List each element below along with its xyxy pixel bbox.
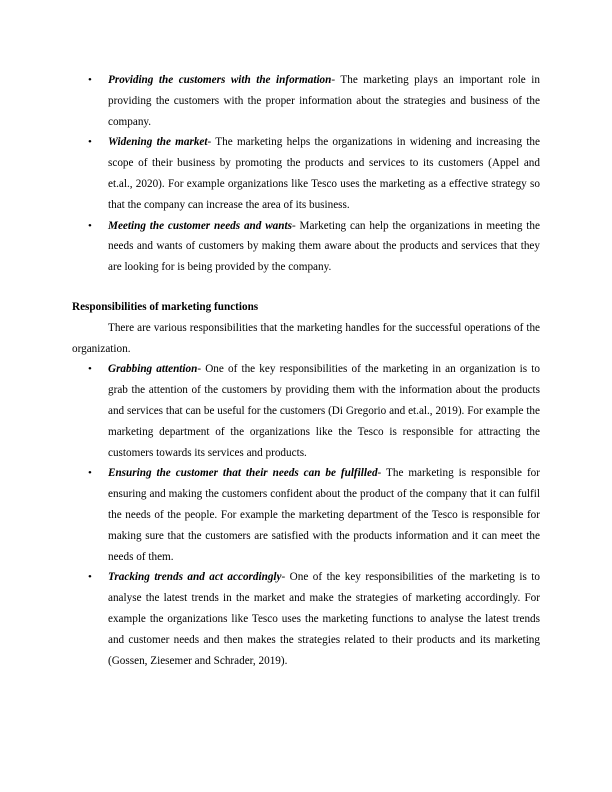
- bullet-icon: •: [88, 74, 92, 86]
- section-intro: There are various responsibilities that the marketing handles for the successful operations of the organization.: [72, 321, 540, 355]
- section-heading: Responsibilities of marketing functions: [72, 300, 259, 313]
- list-item-term: Grabbing attention: [108, 363, 198, 376]
- bullet-list-marketing-roles: [72, 70, 540, 278]
- page-content: [72, 70, 540, 671]
- bullet-icon: •: [88, 363, 92, 376]
- list-item-term: Providing the customers with the information: [108, 74, 332, 86]
- bullet-icon: •: [88, 467, 92, 480]
- list-item-text: - One of the key responsibilities of the marketing in an organization is to grab the attention of the customers by providing them with the information about the products and services that can be useful for the customers (Di Gregorio and et.al., 2019). For example the marketing department of the organizations like the Tesco is responsible for attracting the customers towards its services and products.: [108, 363, 541, 459]
- list-item-term: Widening the market: [108, 136, 208, 149]
- list-item-term: Ensuring the customer that their needs can be fulfilled: [108, 467, 378, 480]
- list-item-text: - The marketing helps the organizations in widening and increasing the scope of their business by promoting the products and services to its customers (Appel and et.al., 2020). For example organizations like Tesco uses the marketing as a effective strategy so that the company can increase the area of its business.: [108, 136, 540, 211]
- list-item-text: - One of the key responsibilities of the marketing is to analyse the latest trends in the market and make the strategies of marketing accordingly. For example the organizations like Tesco uses the marketing functions to analyse the latest trends and customer needs and then makes the strategies related to their products and its marketing (Gossen, Ziesemer and Schrader, 2019).: [108, 571, 540, 667]
- list-item-text: - The marketing is responsible for ensuring and making the customers confident about the product of the company that it can fulfil the needs of the people. For example the marketing department of the Tesco is responsible for making sure that the customers are satisfied with the products information and it can meet the needs of them.: [108, 467, 540, 563]
- list-item: [72, 463, 540, 567]
- bullet-icon: •: [88, 571, 92, 584]
- list-item: [72, 216, 540, 278]
- list-item-term: Meeting the customer needs and wants: [108, 219, 292, 232]
- bullet-list-responsibilities: [72, 359, 540, 671]
- list-item-text: - The marketing plays an important role in providing the customers with the proper information about the strategies and business of the company.: [108, 74, 540, 128]
- bullet-icon: •: [88, 136, 92, 149]
- bullet-icon: •: [88, 219, 92, 232]
- list-item: [72, 70, 540, 132]
- list-item: [72, 359, 540, 463]
- list-item: [72, 132, 540, 215]
- list-item-term: Tracking trends and act accordingly: [108, 571, 282, 584]
- list-item: [72, 567, 540, 671]
- list-item-text: - Marketing can help the organizations in meeting the needs and wants of customers by making them aware about the products and services that they are looking for is being provided by the company.: [108, 219, 540, 274]
